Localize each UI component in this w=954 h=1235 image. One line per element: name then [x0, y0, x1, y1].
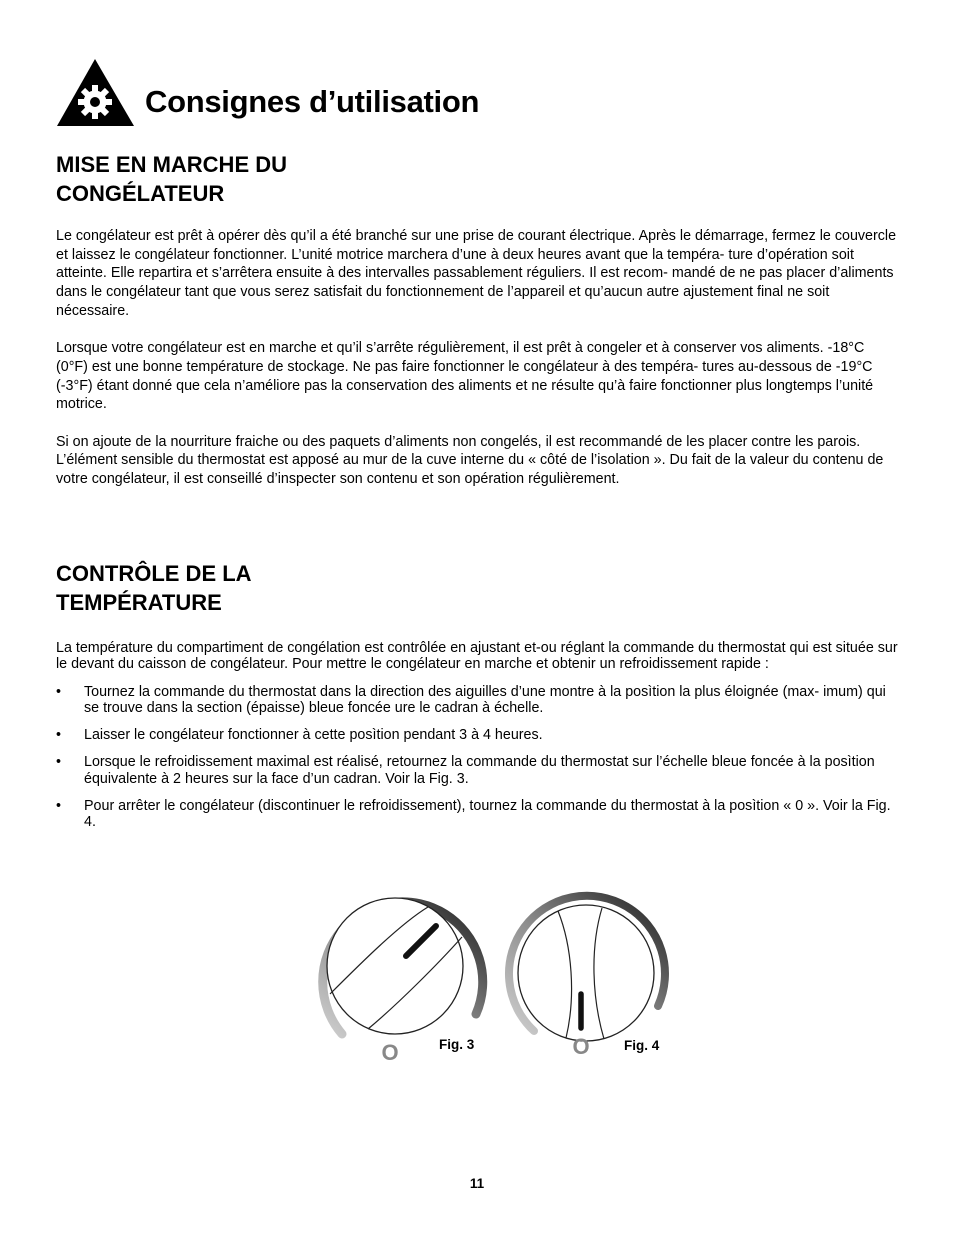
list-item: • Tournez la commande du thermostat dans la direction des aiguilles d’une montre à la posìtion la plus éloignée (max- imum) qui se trouve dans la section (épaisse) bleue foncée ure le cadran à échelle.	[56, 684, 898, 717]
paragraph: Le congélateur est prêt à opérer dès qu’il a été branché sur une prise de courant électrique. Après le démarrage, fermez le couvercle et laissez le congélateur fonctionner. L’unité motrice marchera d’une à deux heures avant que la tempéra- ture d’opération soit atteinte. Elle repartira et s’arrêtera ensuite à des intervalles passablement réguliers. Il est recom- mandé de ne pas placer d’aliments dans le congélateur tant que vous serez satisfait du fonctionnement de l’appareil et qu’aucun autre ajustement final ne soit nécessaire.	[56, 228, 897, 319]
dial-zero-mark: O	[381, 1040, 399, 1065]
list-item: • Pour arrêter le congélateur (discontinuer le refroidissement), tournez la commande du thermostat à la posìtion « 0 ». Voir la Fig. 4.	[56, 798, 898, 831]
page-header	[56, 58, 916, 128]
figure-caption: Fig. 4	[624, 1038, 660, 1053]
list-item: • Lorsque le refroidissement maximal est réalisé, retournez la commande du thermostat sur l’échelle bleue foncée à la posìtion équivalente à 2 heures sur la face d’un cadran. Voir la Fig. 3.	[56, 754, 898, 787]
paragraph: La température du compartiment de congélation est contrôlée en ajustant et-ou réglant la commande du thermostat qui est située sur le devant du caisson de congélateur. Pour mettre le congélateur en marche et obtenir un refroidissement rapide :	[56, 640, 898, 673]
section-heading	[56, 559, 898, 617]
section-startup	[56, 150, 898, 489]
instruction-list	[56, 684, 898, 831]
heading-line: MISE EN MARCHE DU	[56, 152, 288, 177]
heading-line: TEMPÉRATURE	[56, 590, 222, 615]
thermostat-dial-fig4	[509, 896, 665, 1059]
section-temperature-control	[56, 559, 898, 842]
dial-zero-mark: O	[572, 1034, 590, 1059]
thermostat-figures	[300, 876, 680, 1066]
gear-warning-icon	[56, 58, 136, 128]
section-heading	[56, 150, 898, 208]
paragraph: Si on ajoute de la nourriture fraiche ou des paquets d’aliments non congelés, il est recommandé de les placer contre les parois. L’élément sensible du thermostat est apposé au mur de la cuve interne du « côté de l’isolation ». Du fait de la valeur du contenu de votre congélateur, il est conseillé d’inspecter son contenu et son opération régulièrement.	[56, 433, 884, 488]
paragraph: Lorsque votre congélateur est en marche et qu’il s’arrête régulièrement, il est prêt à congeler et à conserver vos aliments. -18°C (0°F) est une bonne température de stockage. Ne pas faire fonctionner le congélateur à des tempéra- tures au-dessous de -19°C (-3°F) étant donné que cela n’améliore pas la conservation des aliments et ne résulte qu’à faire fonctionner plus longtemps l’unité motrice.	[56, 340, 874, 413]
list-item: • Laisser le congélateur fonctionner à cette posìtion pendant 3 à 4 heures.	[56, 727, 898, 743]
heading-line: CONTRÔLE DE LA	[56, 561, 252, 586]
figure-caption: Fig. 3	[439, 1037, 475, 1052]
page-number: 11	[469, 1176, 485, 1191]
page-title: Consignes d’utilisation	[145, 84, 480, 119]
heading-line: CONGÉLATEUR	[56, 181, 225, 206]
thermostat-dials-illustration	[300, 876, 680, 1066]
